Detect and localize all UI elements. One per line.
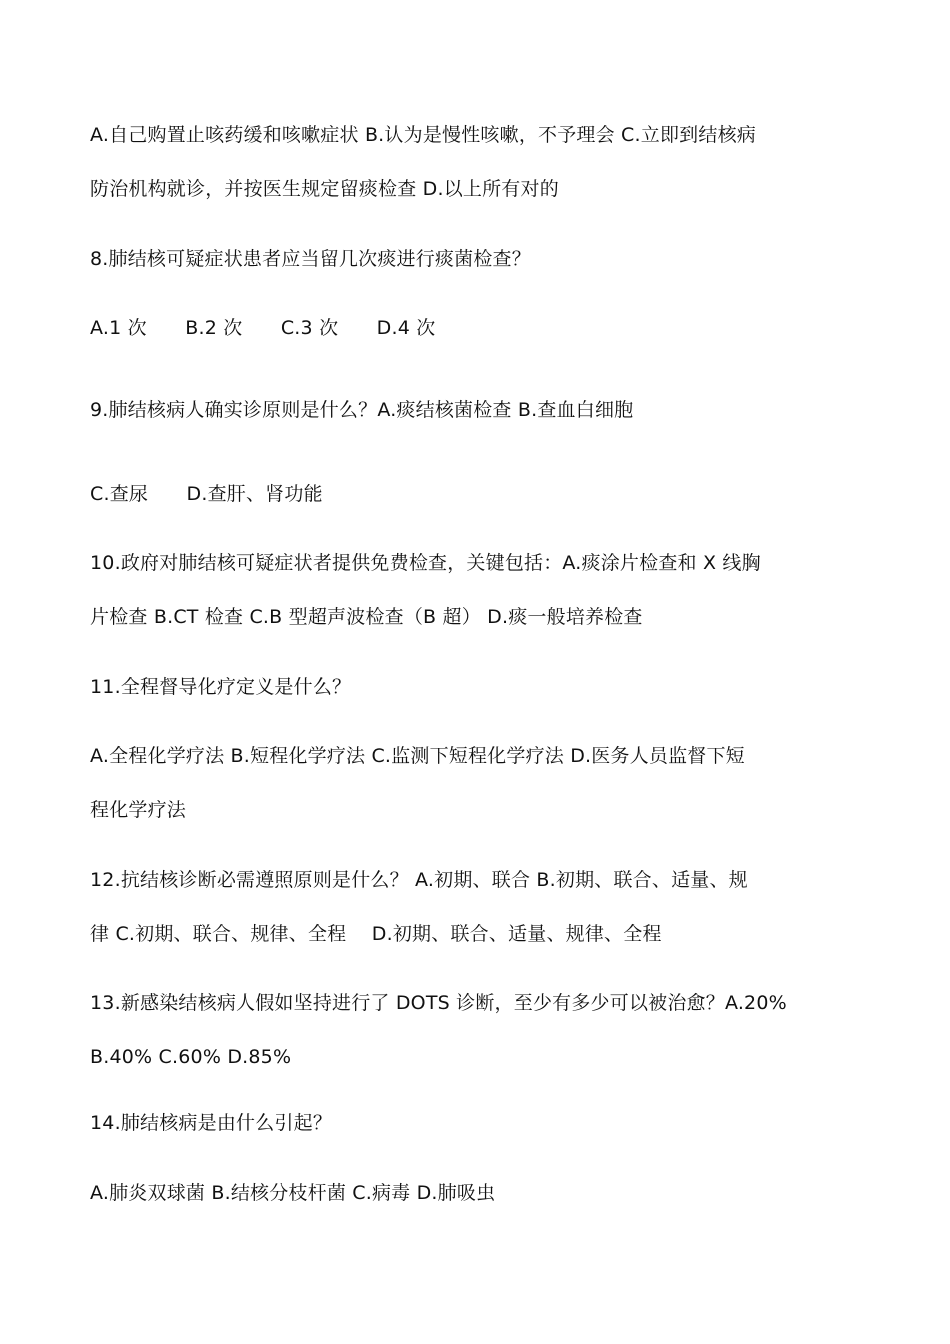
q11-options-line-1: A.全程化学疗法 B.短程化学疗法 C.监测下短程化学疗法 D.医务人员监督下短: [90, 745, 745, 767]
q8-question: 8.肺结核可疑症状患者应当留几次痰进行痰菌检查？: [90, 248, 531, 270]
q13-question: 13.新感染结核病人假如坚持进行了 DOTS 诊断，至少有多少可以被治愈？A.20%: [90, 992, 787, 1014]
q9-options: C.查尿 D.查肝、肾功能: [90, 483, 323, 505]
q12-question: 12.抗结核诊断必需遵照原则是什么？ A.初期、联合 B.初期、联合、适量、规: [90, 869, 748, 891]
q10-options: 片检查 B.CT 检查 C.B 型超声波检查（B 超） D.痰一般培养检查: [90, 606, 643, 628]
q14-options: A.肺炎双球菌 B.结核分枝杆菌 C.病毒 D.肺吸虫: [90, 1182, 496, 1204]
q14-question: 14.肺结核病是由什么引起？: [90, 1112, 333, 1134]
q11-question: 11.全程督导化疗定义是什么？: [90, 676, 352, 698]
q10-question: 10.政府对肺结核可疑症状者提供免费检查，关键包括：A.痰涂片检查和 X 线胸: [90, 552, 761, 574]
q11-options-line-2: 程化学疗法: [90, 799, 187, 821]
q8-options: A.1 次 B.2 次 C.3 次 D.4 次: [90, 317, 436, 339]
q12-options: 律 C.初期、联合、规律、全程 D.初期、联合、适量、规律、全程: [90, 923, 662, 945]
q7-options-line-1: A.自己购置止咳药缓和咳嗽症状 B.认为是慢性咳嗽，不予理会 C.立即到结核病: [90, 124, 756, 146]
q9-question: 9.肺结核病人确实诊原则是什么？A.痰结核菌检查 B.查血白细胞: [90, 399, 634, 421]
q13-options: B.40% C.60% D.85%: [90, 1046, 292, 1068]
q7-options-line-2: 防治机构就诊，并按医生规定留痰检查 D.以上所有对的: [90, 178, 559, 200]
